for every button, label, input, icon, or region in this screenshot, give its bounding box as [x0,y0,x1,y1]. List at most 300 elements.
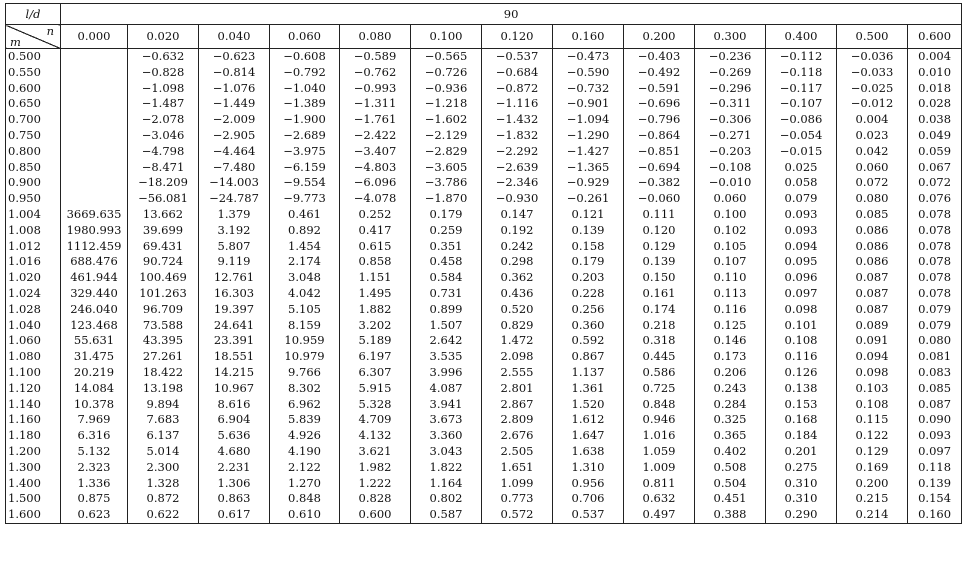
table-row [6,507,962,523]
table-cell: 0.242 [482,239,553,255]
table-cell: 246.040 [61,302,128,318]
table-cell: 2.809 [482,412,553,428]
table-cell: 5.189 [340,333,411,349]
table-cell: −0.930 [482,191,553,207]
table-cell: 1.310 [553,460,624,476]
table-cell: 6.137 [128,428,199,444]
table-cell: 0.584 [411,270,482,286]
table-cell: 1.472 [482,333,553,349]
table-row [6,491,962,507]
table-cell: 0.090 [908,412,962,428]
table-cell: 0.173 [695,349,766,365]
table-cell: 0.097 [908,444,962,460]
table-cell: 1.151 [340,270,411,286]
table-cell: −1.098 [128,81,199,97]
table-cell: 0.872 [128,491,199,507]
table-cell: −9.554 [270,175,340,191]
table-cell: 0.060 [695,191,766,207]
table-cell: 0.731 [411,286,482,302]
table-cell: 0.126 [766,365,837,381]
table-cell: 0.417 [340,223,411,239]
table-cell: 2.231 [199,460,270,476]
table-cell: 0.078 [908,254,962,270]
n-header-cell: 0.060 [270,25,340,49]
table-cell: 0.146 [695,333,766,349]
table-cell: 0.116 [695,302,766,318]
table-cell: −0.086 [766,112,837,128]
table-cell: 0.863 [199,491,270,507]
m-value-cell: 1.140 [6,397,61,413]
table-cell: 0.725 [624,381,695,397]
table-cell: 6.904 [199,412,270,428]
table-cell: 0.093 [766,207,837,223]
table-cell: 0.116 [766,349,837,365]
m-value-cell: 0.650 [6,96,61,112]
table-cell: −0.010 [695,175,766,191]
table-row [6,333,962,349]
table-row [6,191,962,207]
table-cell: 0.101 [766,318,837,334]
table-cell: 0.310 [766,491,837,507]
table-cell: 0.587 [411,507,482,523]
table-cell: 2.098 [482,349,553,365]
table-cell: 55.631 [61,333,128,349]
table-cell: −0.792 [270,65,340,81]
table-cell: −0.473 [553,49,624,65]
m-value-cell: 0.750 [6,128,61,144]
table-cell: 0.081 [908,349,962,365]
table-cell: 1.336 [61,476,128,492]
table-cell: 0.110 [695,270,766,286]
m-value-cell: 1.028 [6,302,61,318]
table-cell: 1.454 [270,239,340,255]
table-cell: 0.169 [837,460,908,476]
table-cell: −7.480 [199,160,270,176]
table-cell: 0.093 [908,428,962,444]
table-cell: 0.049 [908,128,962,144]
table-cell: 0.079 [908,302,962,318]
table-cell: 0.042 [837,144,908,160]
m-value-cell: 1.400 [6,476,61,492]
table-cell: 0.028 [908,96,962,112]
table-cell: 0.060 [837,160,908,176]
table-cell: 0.184 [766,428,837,444]
table-cell: 461.944 [61,270,128,286]
table-cell: −0.012 [837,96,908,112]
table-cell: 0.080 [908,333,962,349]
table-row [6,397,962,413]
table-cell: −1.365 [553,160,624,176]
table-cell: 0.058 [766,175,837,191]
table-cell: 1.328 [128,476,199,492]
table-cell: 18.551 [199,349,270,365]
m-value-cell: 1.080 [6,349,61,365]
table-cell: 0.362 [482,270,553,286]
table-cell: 0.360 [553,318,624,334]
table-cell: 1.612 [553,412,624,428]
table-cell: 3669.635 [61,207,128,223]
table-cell: −0.060 [624,191,695,207]
table-row [6,207,962,223]
table-cell [61,81,128,97]
table-cell: 1.361 [553,381,624,397]
table-cell: 0.086 [837,239,908,255]
table-cell: 0.086 [837,223,908,239]
n-header-cell: 0.020 [128,25,199,49]
table-cell: 16.303 [199,286,270,302]
table-cell [61,175,128,191]
m-value-cell: 1.012 [6,239,61,255]
n-axis-label: n [46,24,54,38]
table-cell: 1.507 [411,318,482,334]
table-cell: 0.318 [624,333,695,349]
table-cell: −0.271 [695,128,766,144]
table-cell: −0.054 [766,128,837,144]
table-cell: 0.079 [766,191,837,207]
table-cell: 688.476 [61,254,128,270]
m-value-cell: 1.060 [6,333,61,349]
header-row-n [6,25,962,49]
table-cell: 0.451 [695,491,766,507]
table-cell: 3.192 [199,223,270,239]
table-cell: 0.298 [482,254,553,270]
table-cell: 0.023 [837,128,908,144]
table-cell: 6.197 [340,349,411,365]
table-cell: 0.461 [270,207,340,223]
table-cell: 23.391 [199,333,270,349]
table-cell: 0.956 [553,476,624,492]
table-cell: 1.520 [553,397,624,413]
table-cell: 9.119 [199,254,270,270]
table-cell: 0.080 [837,191,908,207]
table-cell: 4.190 [270,444,340,460]
table-cell: 0.087 [837,302,908,318]
table-cell: 329.440 [61,286,128,302]
table-cell: 0.572 [482,507,553,523]
table-cell: 0.004 [837,112,908,128]
table-cell: 0.243 [695,381,766,397]
table-cell: 0.615 [340,239,411,255]
n-header-cell: 0.500 [837,25,908,49]
table-row [6,144,962,160]
table-cell: −0.796 [624,112,695,128]
table-cell: −2.829 [411,144,482,160]
table-row [6,112,962,128]
table-cell: −0.036 [837,49,908,65]
table-cell: 19.397 [199,302,270,318]
table-cell: 1.016 [624,428,695,444]
table-cell: 3.941 [411,397,482,413]
table-cell: 0.078 [908,270,962,286]
table-cell [61,128,128,144]
table-cell: −2.129 [411,128,482,144]
table-row [6,96,962,112]
table-cell: 4.926 [270,428,340,444]
n-header-cell: 0.300 [695,25,766,49]
table-cell: 1.882 [340,302,411,318]
table-cell: −1.900 [270,112,340,128]
table-cell: −4.803 [340,160,411,176]
table-cell: 0.402 [695,444,766,460]
table-cell: 0.867 [553,349,624,365]
table-cell: 0.078 [908,207,962,223]
table-cell: 0.592 [553,333,624,349]
table-cell: 0.098 [837,365,908,381]
table-cell: 0.120 [624,223,695,239]
table-cell: 1.137 [553,365,624,381]
table-cell: 0.284 [695,397,766,413]
table-cell: 0.497 [624,507,695,523]
table-cell: 5.839 [270,412,340,428]
table-cell: 24.641 [199,318,270,334]
table-cell: 0.107 [695,254,766,270]
table-cell: 0.085 [908,381,962,397]
n-header-cell: 0.400 [766,25,837,49]
table-cell: 2.555 [482,365,553,381]
table-cell: 3.535 [411,349,482,365]
table-cell: −1.761 [340,112,411,128]
table-cell: 6.962 [270,397,340,413]
table-cell: 0.168 [766,412,837,428]
m-value-cell: 0.800 [6,144,61,160]
coefficient-table [5,3,962,524]
table-cell: −0.590 [553,65,624,81]
table-cell: 0.096 [766,270,837,286]
table-cell: 4.680 [199,444,270,460]
table-cell: 0.632 [624,491,695,507]
m-value-cell: 0.600 [6,81,61,97]
table-row [6,412,962,428]
table-row [6,239,962,255]
table-cell: −4.464 [199,144,270,160]
table-cell: 0.079 [908,318,962,334]
table-cell: −1.487 [128,96,199,112]
table-cell: 0.829 [482,318,553,334]
table-cell: −1.311 [340,96,411,112]
table-cell: 27.261 [128,349,199,365]
n-header-cell: 0.100 [411,25,482,49]
table-cell: 1.306 [199,476,270,492]
table-cell: 0.004 [908,49,962,65]
table-cell: −1.432 [482,112,553,128]
m-value-cell: 1.300 [6,460,61,476]
table-cell: 0.059 [908,144,962,160]
table-cell: 0.122 [837,428,908,444]
table-row [6,128,962,144]
table-row [6,81,962,97]
table-cell: 0.087 [837,286,908,302]
table-cell: −18.209 [128,175,199,191]
table-cell: 0.848 [270,491,340,507]
table-cell: 0.086 [837,254,908,270]
nm-corner-cell [6,25,61,49]
table-cell: 0.215 [837,491,908,507]
table-cell: −1.094 [553,112,624,128]
table-cell: 0.773 [482,491,553,507]
table-cell: −0.107 [766,96,837,112]
table-cell: 0.351 [411,239,482,255]
table-row [6,365,962,381]
table-cell: 0.121 [553,207,624,223]
table-cell: −1.870 [411,191,482,207]
table-cell: 0.111 [624,207,695,223]
table-cell: 0.098 [766,302,837,318]
m-value-cell: 0.500 [6,49,61,65]
table-cell: 1.164 [411,476,482,492]
table-cell: 10.967 [199,381,270,397]
table-cell: 0.325 [695,412,766,428]
table-cell: 0.158 [553,239,624,255]
table-cell: −0.025 [837,81,908,97]
table-cell: 0.095 [766,254,837,270]
table-cell [61,191,128,207]
table-cell: 0.108 [837,397,908,413]
table-cell: 0.192 [482,223,553,239]
table-cell: 3.673 [411,412,482,428]
table-cell: 8.302 [270,381,340,397]
table-cell: 12.761 [199,270,270,286]
table-cell: 0.436 [482,286,553,302]
table-cell: 0.102 [695,223,766,239]
ld-value-header: 90 [61,4,962,25]
table-row [6,175,962,191]
table-row [6,286,962,302]
table-cell: −14.003 [199,175,270,191]
table-cell: −0.814 [199,65,270,81]
table-cell: 0.811 [624,476,695,492]
table-cell: 5.132 [61,444,128,460]
m-value-cell: 1.200 [6,444,61,460]
table-cell: 2.801 [482,381,553,397]
table-cell: 0.025 [766,160,837,176]
m-value-cell: 1.100 [6,365,61,381]
table-cell: 0.201 [766,444,837,460]
table-cell: −3.046 [128,128,199,144]
table-cell: 0.125 [695,318,766,334]
table-cell: 0.129 [837,444,908,460]
table-cell: −0.118 [766,65,837,81]
table-cell: 7.683 [128,412,199,428]
header-row-ld [6,4,962,25]
table-cell: −9.773 [270,191,340,207]
n-header-cell: 0.040 [199,25,270,49]
table-cell: −4.078 [340,191,411,207]
table-cell: −0.696 [624,96,695,112]
table-cell: 0.892 [270,223,340,239]
table-cell: 0.200 [837,476,908,492]
table-body [6,49,962,524]
table-cell: 43.395 [128,333,199,349]
table-cell: 18.422 [128,365,199,381]
table-row [6,444,962,460]
table-cell: 5.636 [199,428,270,444]
table-cell: 0.085 [837,207,908,223]
table-cell: 0.848 [624,397,695,413]
table-cell: −0.694 [624,160,695,176]
table-cell: −0.684 [482,65,553,81]
table-row [6,254,962,270]
table-cell: 0.520 [482,302,553,318]
m-value-cell: 1.160 [6,412,61,428]
table-cell: 2.300 [128,460,199,476]
table-cell: 0.113 [695,286,766,302]
table-cell: 9.894 [128,397,199,413]
m-value-cell: 1.040 [6,318,61,334]
table-cell: 0.875 [61,491,128,507]
table-cell: −0.261 [553,191,624,207]
table-cell: −2.639 [482,160,553,176]
table-cell: 0.138 [766,381,837,397]
table-cell: −0.269 [695,65,766,81]
table-row [6,223,962,239]
table-cell: 0.946 [624,412,695,428]
table-cell: 0.622 [128,507,199,523]
table-cell: 4.087 [411,381,482,397]
table-cell: 0.458 [411,254,482,270]
table-cell [61,160,128,176]
table-cell: 14.084 [61,381,128,397]
m-axis-label: m [10,35,21,49]
table-cell: −0.608 [270,49,340,65]
table-cell: 2.174 [270,254,340,270]
table-cell: 3.621 [340,444,411,460]
m-value-cell: 0.900 [6,175,61,191]
table-cell: 6.307 [340,365,411,381]
table-cell: 39.699 [128,223,199,239]
table-cell: 0.802 [411,491,482,507]
table-cell: 0.089 [837,318,908,334]
table-cell: 0.586 [624,365,695,381]
table-cell: 1.651 [482,460,553,476]
table-cell: −1.040 [270,81,340,97]
table-cell: 100.469 [128,270,199,286]
ld-corner-label: l/d [6,4,61,25]
table-cell: 0.600 [340,507,411,523]
table-cell: −0.311 [695,96,766,112]
table-cell: 3.048 [270,270,340,286]
table-cell: −0.901 [553,96,624,112]
table-cell: 13.662 [128,207,199,223]
m-value-cell: 1.016 [6,254,61,270]
table-cell: −0.296 [695,81,766,97]
table-cell: 0.256 [553,302,624,318]
table-cell: 69.431 [128,239,199,255]
table-cell: −0.015 [766,144,837,160]
table-cell: 0.214 [837,507,908,523]
table-cell: 0.139 [908,476,962,492]
table-cell: −2.292 [482,144,553,160]
table-cell: −0.936 [411,81,482,97]
table-cell: 1.059 [624,444,695,460]
table-cell [61,144,128,160]
table-cell: −1.116 [482,96,553,112]
table-cell: 0.610 [270,507,340,523]
m-value-cell: 1.120 [6,381,61,397]
table-cell: −2.689 [270,128,340,144]
data-table-sheet [5,3,961,583]
table-cell: −3.975 [270,144,340,160]
table-cell: 3.996 [411,365,482,381]
table-cell: −0.112 [766,49,837,65]
table-cell: 0.103 [837,381,908,397]
table-cell: −2.078 [128,112,199,128]
table-cell: −0.828 [128,65,199,81]
table-cell: 5.328 [340,397,411,413]
table-cell: −1.427 [553,144,624,160]
table-cell: 0.072 [837,175,908,191]
table-cell: 0.018 [908,81,962,97]
table-cell: 0.094 [766,239,837,255]
